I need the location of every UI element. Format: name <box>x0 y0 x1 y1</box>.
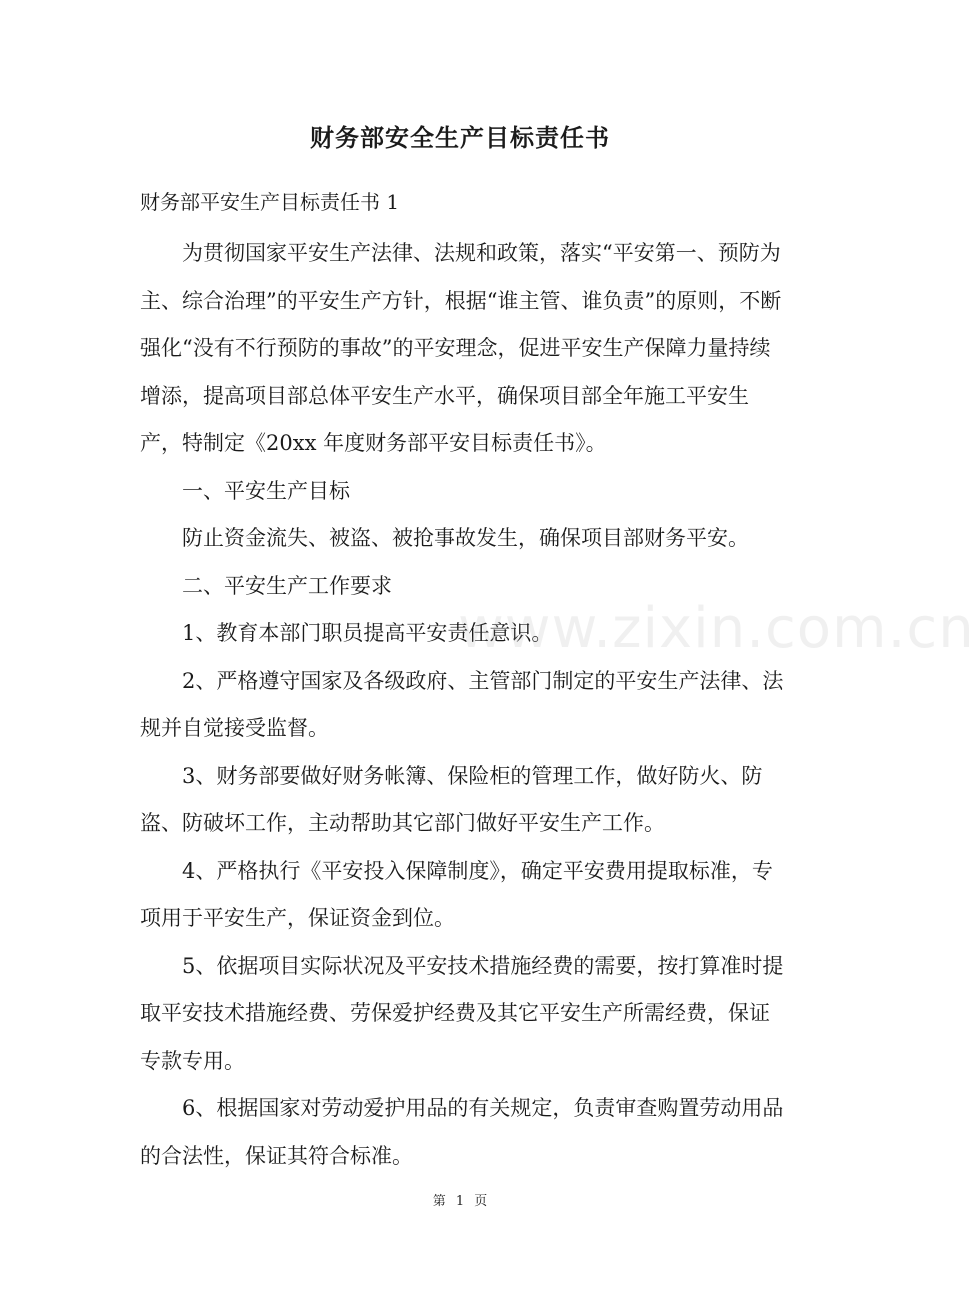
section-heading: 一、平安生产目标 <box>182 478 350 503</box>
watermark: www.zixin.com.cn <box>458 596 975 661</box>
page-footer <box>0 1190 920 1209</box>
document-body <box>140 230 785 1180</box>
paragraph: 防止资金流失、被盗、被抢事故发生，确保项目部财务平安。 <box>182 526 749 550</box>
section-heading: 二、平安生产工作要求 <box>182 573 392 598</box>
list-item: 3、财务部要做好财务帐簿、保险柜的管理工作，做好防火、防盗、防破坏工作，主动帮助其它部门做好平安生产工作。 <box>140 763 763 835</box>
list-item: 2、严格遵守国家及各级政府、主管部门制定的平安生产法律、法规并自觉接受监督。 <box>140 668 784 740</box>
footer-prefix: 第 <box>432 1194 446 1209</box>
list-item: 6、根据国家对劳动爱护用品的有关规定，负责审查购置劳动用品的合法性，保证其符合标准。 <box>140 1096 784 1168</box>
list-item: 1、教育本部门职员提高平安责任意识。 <box>182 621 553 645</box>
page-number: 1 <box>455 1194 465 1209</box>
footer-suffix: 页 <box>474 1194 488 1209</box>
paragraph: 为贯彻国家平安生产法律、法规和政策，落实“平安第一、预防为主、综合治理”的平安生产方针，根据“谁主管、谁负责”的原则，不断强化“没有不行预防的事故”的平安理念，促进平安生产保障力量持续增添，提高项目部总体平安生产水平，确保项目部全年施工平安生产，特制定《20xx 年度财务部平安目标责任书》。 <box>140 241 782 455</box>
list-item: 5、依据项目实际状况及平安技术措施经费的需要，按打算准时提取平安技术措施经费、劳保爱护经费及其它平安生产所需经费，保证专款专用。 <box>140 953 784 1073</box>
document-title: 财务部安全生产目标责任书 <box>310 124 610 152</box>
list-item: 4、严格执行《平安投入保障制度》，确定平安费用提取标准，专项用于平安生产，保证资金到位。 <box>140 858 773 930</box>
document-subtitle: 财务部平安生产目标责任书 1 <box>140 190 400 214</box>
